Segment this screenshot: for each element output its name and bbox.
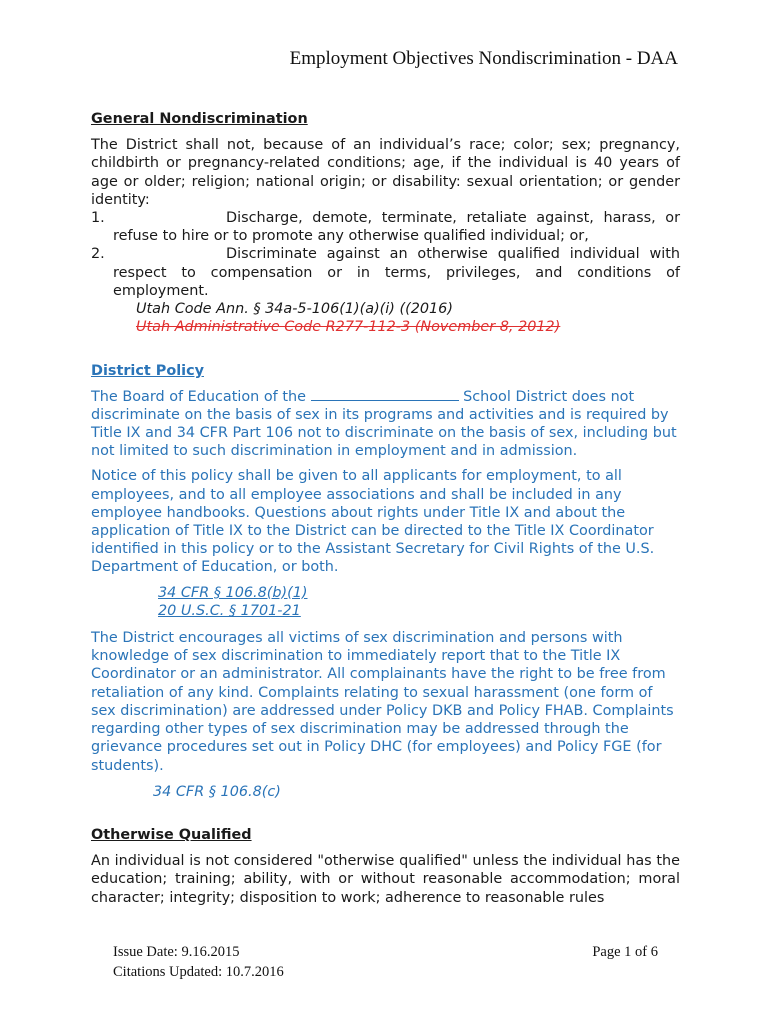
cite-line-a <box>158 584 680 602</box>
document-title: Employment Objectives Nondiscrimination - DAA <box>289 48 678 69</box>
list-item <box>91 245 680 300</box>
cite-line-b <box>158 602 680 620</box>
district-policy-para-1 <box>91 388 680 461</box>
para1-before: The Board of Education of the <box>91 388 311 405</box>
cite-20usc-1701-link[interactable]: 20 U.S.C. § 1701-21 <box>158 602 301 619</box>
citations-updated: Citations Updated: 10.7.2016 <box>113 964 284 980</box>
list-item <box>91 209 680 245</box>
citation-utah-code: Utah Code Ann. § 34a-5-106(1)(a)(i) ((2016) <box>136 301 453 318</box>
district-policy-para-2: Notice of this policy shall be given to all applicants for employment, to all employees, and to all employee associations and shall be included in any employee handbooks. Questions about rights under Title IX and about the application of Title IX to the District can be directed to the Title IX Coordinator identified in this policy or to the Assistant Secretary for Civil Rights of the U.S. Department of Education, or both. <box>91 468 655 576</box>
issue-date: Issue Date: 9.16.2015 <box>113 944 240 960</box>
cite-34cfr-106-8b1-link[interactable]: 34 CFR § 106.8(b)(1) <box>158 584 308 601</box>
otherwise-qualified-heading: Otherwise Qualified <box>91 826 252 843</box>
citation-struck-line <box>136 318 680 336</box>
district-name-blank <box>311 388 459 401</box>
list-text: Discriminate against an otherwise qualified individual with respect to compensation or in terms, privileges, and conditions of employment. <box>113 246 680 299</box>
list-text: Discharge, demote, terminate, retaliate against, harass, or refuse to hire or to promote any otherwise qualified individual; or, <box>113 210 680 245</box>
para1-after: School District does not discriminate on the basis of sex in its programs and activities and is required by Title IX and 34 CFR Part 106 not to discriminate on the basis of sex, including but not limited to such discrimination in employment and in admission. <box>91 388 677 460</box>
general-nondiscrimination-heading: General Nondiscrimination <box>91 111 308 127</box>
citation-admin-code-struck: Utah Administrative Code R277-112-3 (November 8, 2012) <box>136 319 561 336</box>
cite-34cfr-106-8c: 34 CFR § 106.8(c) <box>153 783 281 800</box>
list-number: 1. <box>91 210 105 227</box>
page-footer <box>113 942 658 982</box>
list-number: 2. <box>91 246 105 263</box>
page-number: Page 1 of 6 <box>592 944 658 960</box>
document-body <box>91 110 680 907</box>
district-policy-heading: District Policy <box>91 363 204 380</box>
district-policy-para-3: The District encourages all victims of sex discrimination and persons with knowledge of sex discrimination to immediately report that to the Title IX Coordinator or an administrator. All complainants have the right to be free from retaliation of any kind. Complaints relating to sexual harassment (one form of sex discrimination) are addressed under Policy DKB and Policy FHAB. Complaints regarding other types of sex discrimination may be addressed through the grievance procedures set out in Policy DHC (for employees) and Policy FGE (for students). <box>91 630 674 774</box>
otherwise-qualified-para: An individual is not considered "otherwise qualified" unless the individual has the education; training; ability, with or without reasonable accommodation; moral character; integrity; disposition to work; adherence to reasonable rules <box>91 853 680 906</box>
general-intro: The District shall not, because of an individual’s race; color; sex; pregnancy, childbirth or pregnancy-related conditions; age, if the individual is 40 years of age or older; religion; national origin; or disability: sexual orientation; or gender identity: <box>91 137 680 208</box>
